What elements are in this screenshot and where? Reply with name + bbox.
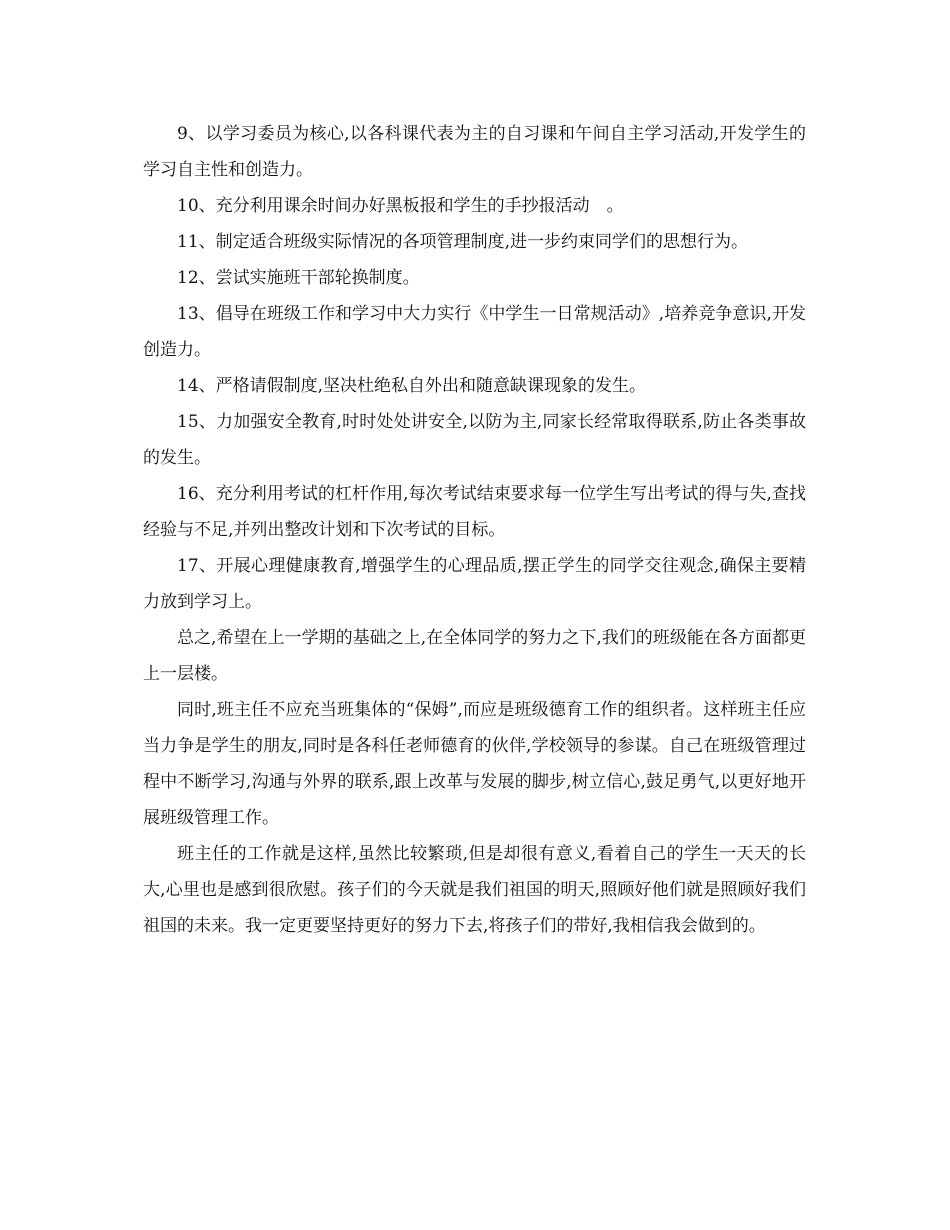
paragraph-item-12: 12、尝试实施班干部轮换制度。 xyxy=(177,268,420,288)
paragraph-item-10: 10、充分利用课余时间办好黑板报和学生的手抄报活动 。 xyxy=(177,196,624,216)
paragraph-item-15: 15、力加强安全教育,时时处处讲安全,以防为主,同家长经常取得联系,防止各类事故的发生。 xyxy=(143,412,806,468)
paragraph-role: 同时,班主任不应充当班集体的“保姆”,而应是班级德育工作的组织者。这样班主任应当力争是学生的朋友,同时是各科任老师德育的伙伴,学校领导的参谋。自己在班级管理过程中不断学习,沟通与外界的联系,跟上改革与发展的脚步,树立信心,鼓足勇气,以更好地开展班级管理工作。 xyxy=(143,700,806,828)
paragraph-item-9: 9、以学习委员为核心,以各科课代表为主的自习课和午间自主学习活动,开发学生的学习自主性和创造力。 xyxy=(143,124,806,180)
paragraph-item-13: 13、倡导在班级工作和学习中大力实行《中学生一日常规活动》,培养竞争意识,开发创造力。 xyxy=(143,304,806,360)
paragraph-item-16: 16、充分利用考试的杠杆作用,每次考试结束要求每一位学生写出考试的得与失,查找经验与不足,并列出整改计划和下次考试的目标。 xyxy=(143,484,806,540)
document-body xyxy=(143,116,806,944)
paragraph-item-14: 14、严格请假制度,坚决杜绝私自外出和随意缺课现象的发生。 xyxy=(177,376,647,396)
paragraph-conclusion: 班主任的工作就是这样,虽然比较繁琐,但是却很有意义,看着自己的学生一天天的长大,心里也是感到很欣慰。孩子们的今天就是我们祖国的明天,照顾好他们就是照顾好我们祖国的未来。我一定更要坚持更好的努力下去,将孩子们的带好,我相信我会做到的。 xyxy=(143,844,806,936)
paragraph-item-11: 11、制定适合班级实际情况的各项管理制度,进一步约束同学们的思想行为。 xyxy=(177,232,749,252)
paragraph-item-17: 17、开展心理健康教育,增强学生的心理品质,摆正学生的同学交往观念,确保主要精力放到学习上。 xyxy=(143,556,806,612)
paragraph-summary: 总之,希望在上一学期的基础之上,在全体同学的努力之下,我们的班级能在各方面都更上一层楼。 xyxy=(143,628,806,684)
